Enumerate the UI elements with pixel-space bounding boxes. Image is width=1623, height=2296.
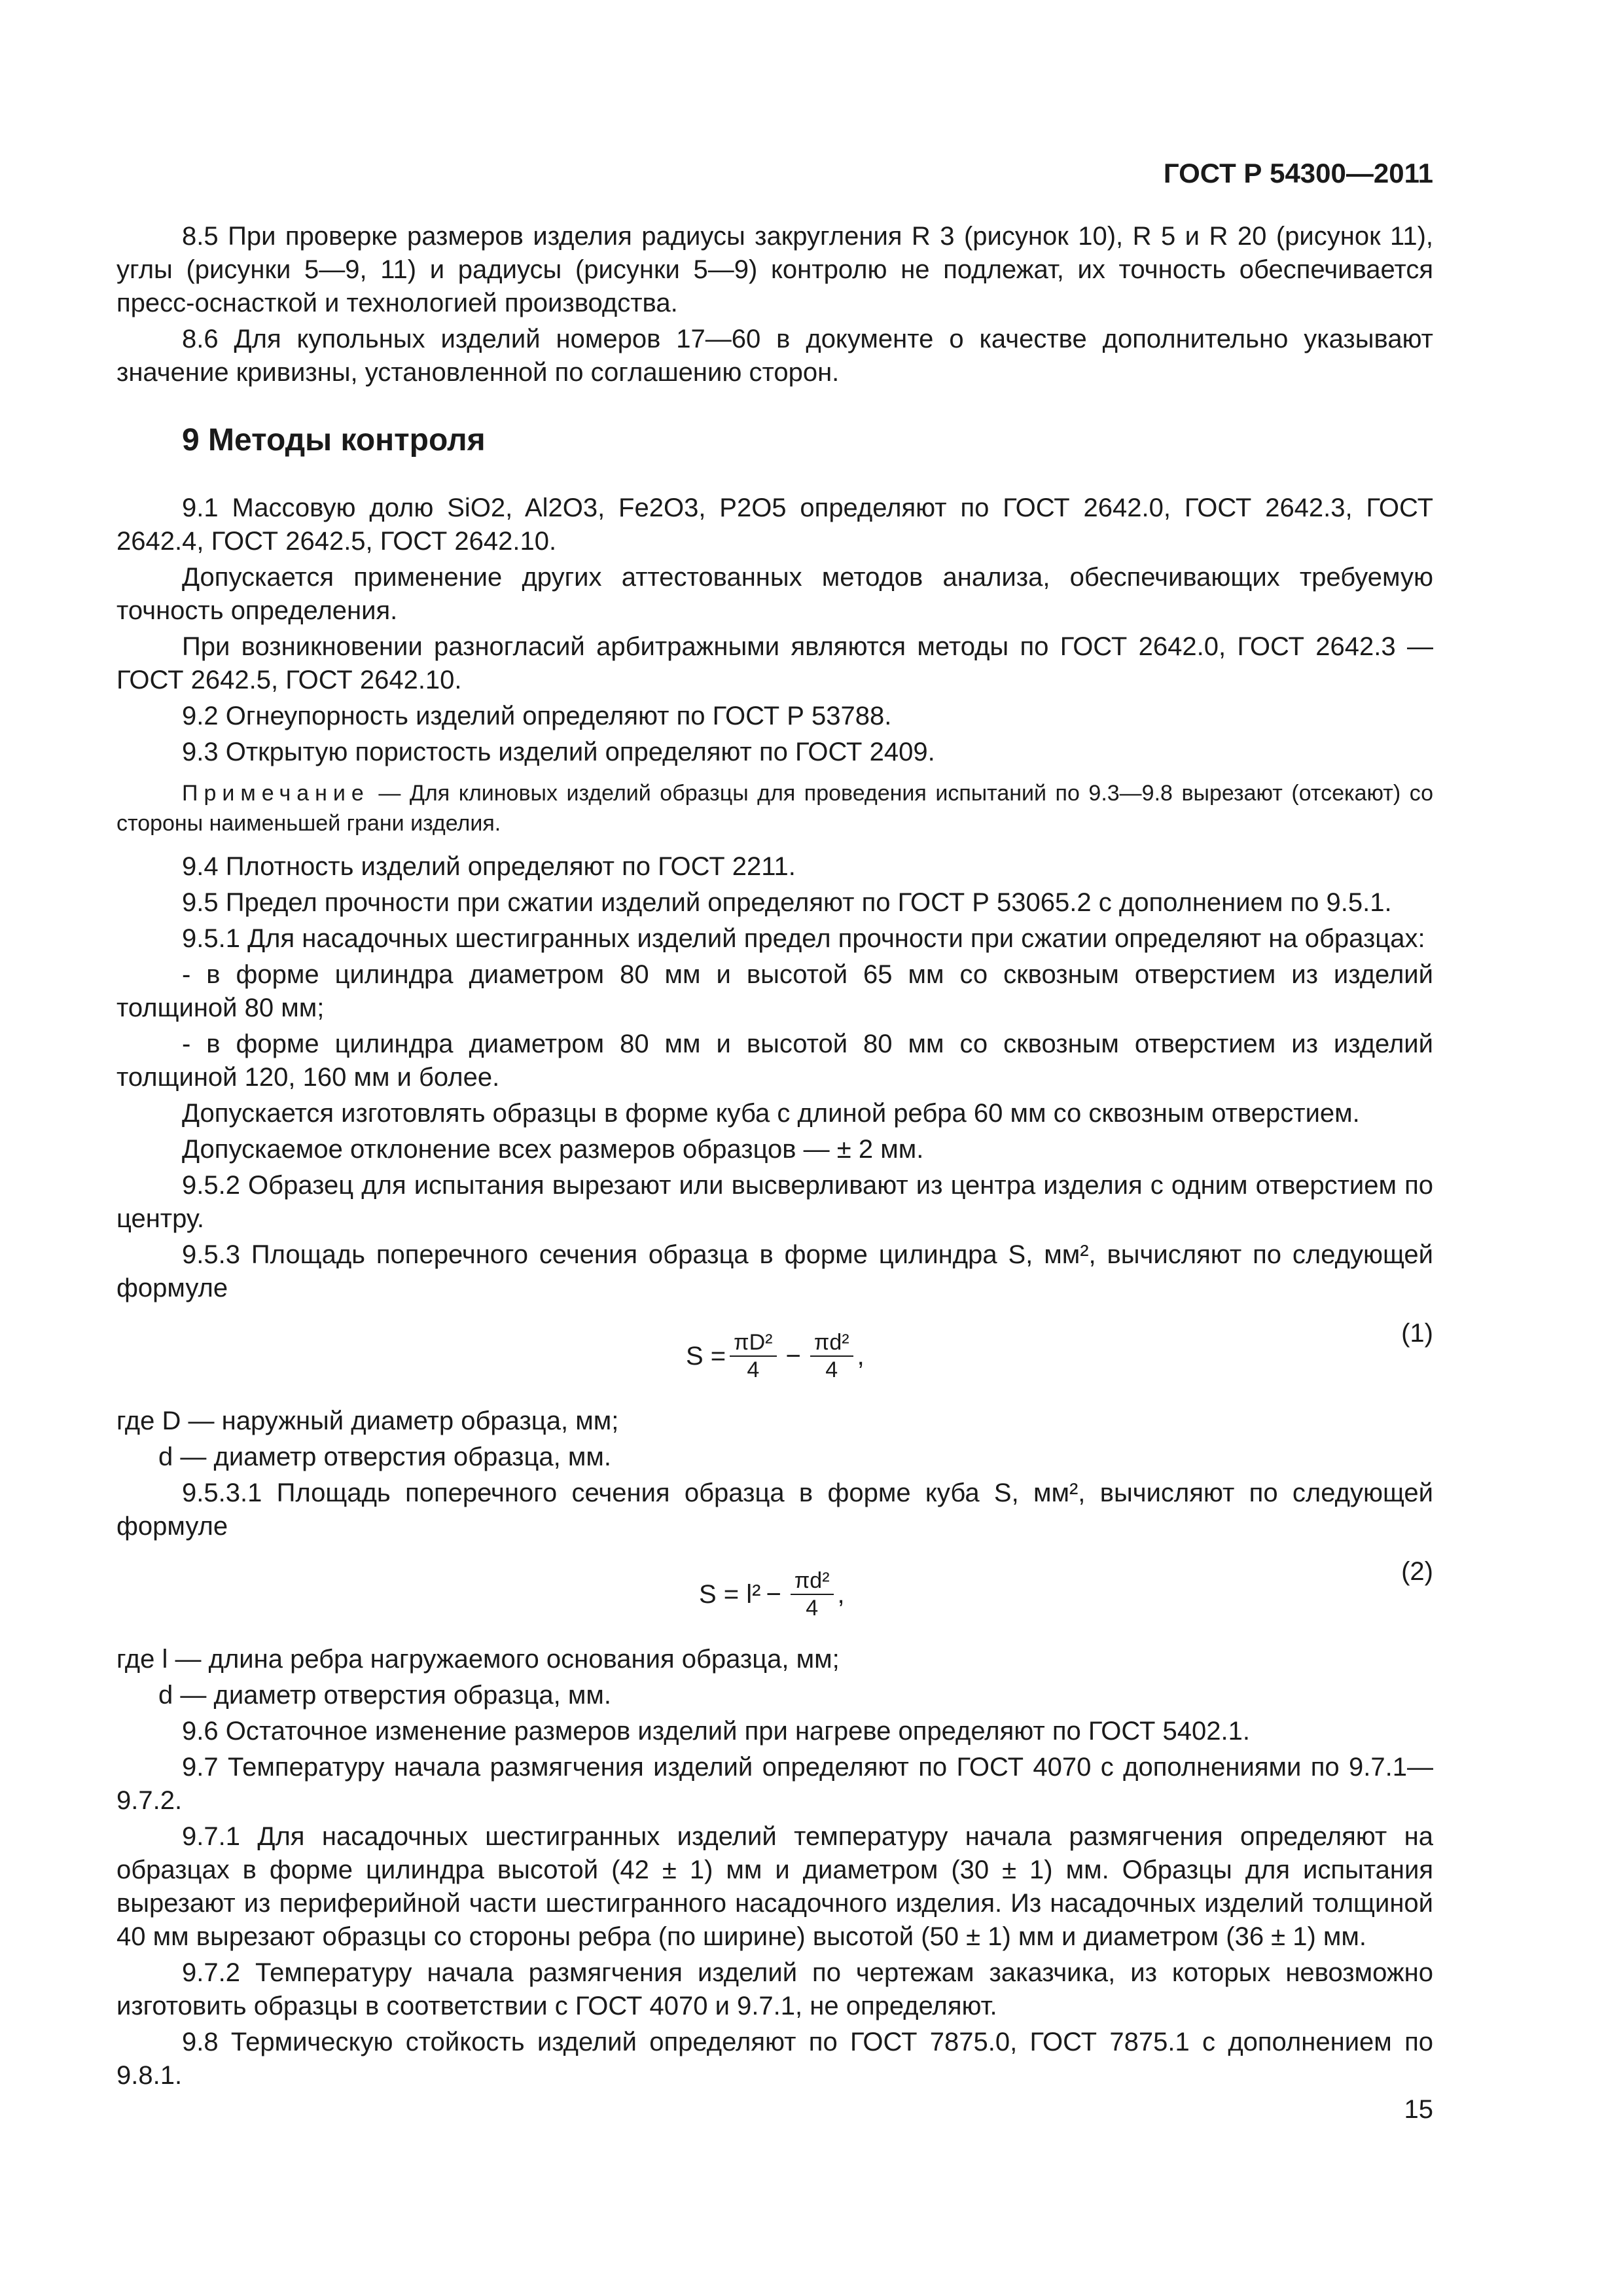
formula-2-operator: − bbox=[766, 1579, 781, 1609]
formula-1-term-2 bbox=[810, 1329, 853, 1383]
paragraph-9-6: 9.6 Остаточное изменение размеров изделий при нагреве определяют по ГОСТ 5402.1. bbox=[182, 1717, 1250, 1746]
paragraph-9-8: 9.8 Термическую стойкость изделий определяют по ГОСТ 7875.0, ГОСТ 7875.1 с дополнением по 9.8.1. bbox=[116, 2028, 1433, 2090]
paragraph-9-5-1-c: Допускается изготовлять образцы в форме куба с длиной ребра 60 мм со сквозным отверстием. bbox=[182, 1099, 1360, 1128]
document-id: ГОСТ Р 54300—2011 bbox=[1163, 158, 1433, 188]
paragraph-9-5-1-b: - в форме цилиндра диаметром 80 мм и высотой 80 мм со сквозным отверстием из изделий толщиной 120, 160 мм и более. bbox=[116, 1030, 1433, 1092]
paragraph-9-1-suffix: определяют по ГОСТ 2642.0, ГОСТ 2642.3, ГОСТ 2642.4, ГОСТ 2642.5, ГОСТ 2642.10. bbox=[116, 493, 1434, 556]
document-body bbox=[116, 220, 1433, 2095]
paragraph-9-1 bbox=[116, 492, 1433, 558]
formula-2-end: , bbox=[837, 1579, 845, 1609]
formula-2 bbox=[116, 1549, 1433, 1640]
page-number: 15 bbox=[1404, 2095, 1433, 2124]
paragraph-9-3: 9.3 Открытую пористость изделий определяют по ГОСТ 2409. bbox=[182, 738, 935, 766]
paragraph-9-1-b: При возникновении разногласий арбитражными являются методы по ГОСТ 2642.0, ГОСТ 2642.3 — ГОСТ 2642.5, ГОСТ 2642.10. bbox=[116, 632, 1433, 694]
note bbox=[116, 778, 1433, 838]
formula-1-lhs: S = bbox=[686, 1341, 726, 1371]
where-1-b: d — диаметр отверстия образца, мм. bbox=[158, 1443, 611, 1471]
paragraph-9-1-prefix: 9.1 Массовую долю bbox=[182, 493, 434, 522]
paragraph-9-5-1-a: - в форме цилиндра диаметром 80 мм и высотой 65 мм со сквозным отверстием из изделий толщиной 80 мм; bbox=[116, 960, 1433, 1022]
paragraph-9-5-2: 9.5.2 Образец для испытания вырезают или высверливают из центра изделия с одним отверстием по центру. bbox=[116, 1171, 1433, 1233]
paragraph-9-1-formulas: SiO2, Al2O3, Fe2O3, P2O5 bbox=[447, 493, 787, 522]
formula-1-term-1 bbox=[730, 1329, 776, 1383]
formula-2-term bbox=[791, 1568, 834, 1621]
paragraph-8-5: 8.5 При проверке размеров изделия радиусы закругления R 3 (рисунок 10), R 5 и R 20 (рисунок 11), углы (рисунки 5—9, 11) и радиусы (рисунки 5—9) контролю не подлежат, их точность обеспечивается пресс-оснасткой и технологией производства. bbox=[116, 222, 1433, 317]
paragraph-9-5-1: 9.5.1 Для насадочных шестигранных изделий предел прочности при сжатии определяют на образцах: bbox=[182, 924, 1425, 953]
formula-1-term-1-denominator: 4 bbox=[747, 1357, 760, 1382]
formula-1 bbox=[116, 1310, 1433, 1402]
formula-2-term-numerator: πd² bbox=[791, 1568, 834, 1595]
formula-1-term-1-numerator: πD² bbox=[730, 1329, 776, 1357]
note-label: Примечание bbox=[182, 781, 370, 806]
paragraph-8-6: 8.6 Для купольных изделий номеров 17—60 в документе о качестве дополнительно указывают значение кривизны, установленной по соглашению сторон. bbox=[116, 325, 1433, 387]
formula-1-operator: − bbox=[785, 1341, 801, 1371]
where-1-a: где D — наружный диаметр образца, мм; bbox=[116, 1407, 619, 1435]
paragraph-9-2: 9.2 Огнеупорность изделий определяют по ГОСТ Р 53788. bbox=[182, 702, 892, 730]
section-title-9: 9 Методы контроля bbox=[182, 423, 486, 457]
paragraph-9-4: 9.4 Плотность изделий определяют по ГОСТ 2211. bbox=[182, 852, 796, 881]
where-2-b: d — диаметр отверстия образца, мм. bbox=[158, 1681, 611, 1710]
formula-1-term-2-numerator: πd² bbox=[810, 1329, 853, 1357]
paragraph-9-7-1: 9.7.1 Для насадочных шестигранных изделий температуру начала размягчения определяют на образцах в форме цилиндра высотой (42 ± 1) мм и диаметром (30 ± 1) мм. Образцы для испытания вырезают из периферийной части шестигранного насадочного изделия. Из насадочных изделий толщиной 40 мм вырезают образцы со стороны ребра (по ширине) высотой (50 ± 1) мм и диаметром (36 ± 1) мм. bbox=[116, 1822, 1433, 1951]
paragraph-9-7-2: 9.7.2 Температуру начала размягчения изделий по чертежам заказчика, из которых невозможно изготовить образцы в соответствии с ГОСТ 4070 и 9.7.1, не определяют. bbox=[116, 1958, 1433, 2020]
formula-2-number: (2) bbox=[1401, 1557, 1433, 1586]
paragraph-9-7: 9.7 Температуру начала размягчения изделий определяют по ГОСТ 4070 с дополнениями по 9.7.1—9.7.2. bbox=[116, 1753, 1433, 1815]
formula-2-term-denominator: 4 bbox=[806, 1596, 819, 1621]
formula-2-expression bbox=[699, 1549, 845, 1640]
where-2-a: где l — длина ребра нагружаемого основания образца, мм; bbox=[116, 1645, 840, 1674]
paragraph-9-5: 9.5 Предел прочности при сжатии изделий определяют по ГОСТ Р 53065.2 с дополнением по 9.5.1. bbox=[182, 888, 1392, 917]
paragraph-9-5-3: 9.5.3 Площадь поперечного сечения образца в форме цилиндра S, мм², вычисляют по следующей формуле bbox=[116, 1240, 1433, 1302]
paragraph-9-1-a: Допускается применение других аттестованных методов анализа, обеспечивающих требуемую точность определения. bbox=[116, 563, 1433, 625]
formula-2-lhs: S = l² bbox=[699, 1579, 761, 1609]
paragraph-9-5-1-d: Допускаемое отклонение всех размеров образцов — ± 2 мм. bbox=[182, 1135, 924, 1164]
formula-1-term-2-denominator: 4 bbox=[825, 1357, 838, 1382]
formula-1-end: , bbox=[857, 1341, 865, 1371]
formula-1-expression bbox=[686, 1310, 865, 1402]
paragraph-9-5-3-1: 9.5.3.1 Площадь поперечного сечения образца в форме куба S, мм², вычисляют по следующей формуле bbox=[116, 1479, 1433, 1541]
note-text: — Для клиновых изделий образцы для проведения испытаний по 9.3—9.8 вырезают (отсекают) со стороны наименьшей грани изделия. bbox=[116, 781, 1433, 836]
formula-1-number: (1) bbox=[1401, 1319, 1433, 1348]
